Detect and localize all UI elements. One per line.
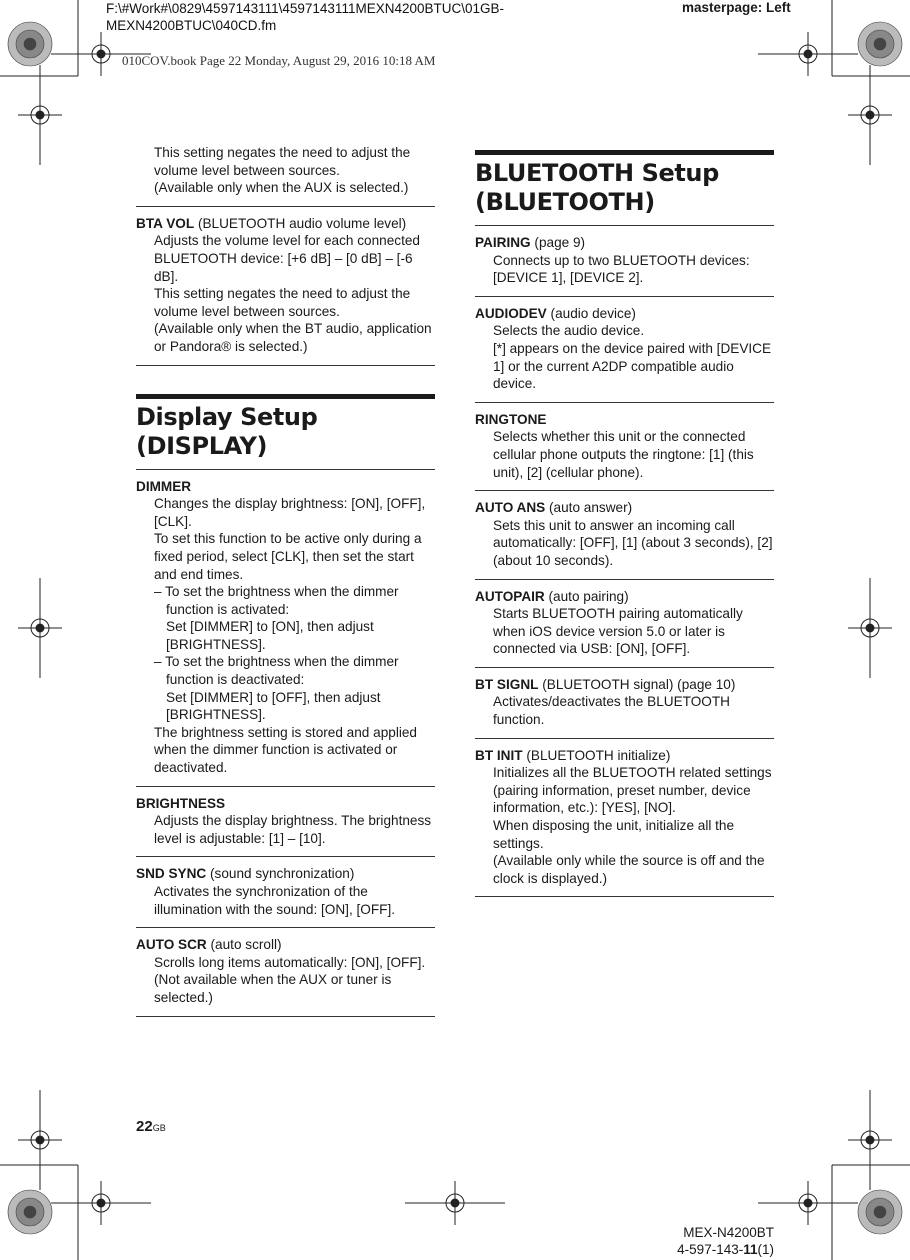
entry-auto-ans: [475, 491, 774, 579]
term: BTA VOL: [136, 215, 195, 231]
part-code: [677, 1241, 774, 1258]
page-number-suffix: GB: [152, 1123, 166, 1133]
entry-line: Sets this unit to answer an incoming call automatically: [OFF], [1] (about 3 seconds), [2] (about 10 seconds).: [493, 517, 773, 568]
part-code-suffix: (1): [757, 1242, 774, 1257]
model-number: MEX-N4200BT: [683, 1225, 774, 1240]
entry-auto-scr: [136, 928, 435, 1016]
section-title-line: BLUETOOTH Setup: [475, 159, 719, 187]
file-path-line-1: F:\#Work#\0829\4597143111\4597143111MEXN4200BTUC\01GB-: [106, 1, 505, 16]
entry-line: Initializes all the BLUETOOTH related settings (pairing information, preset number, device information, etc.): [YES], [NO].: [493, 765, 772, 816]
term: AUDIODEV: [475, 305, 547, 321]
masterpage-label: masterpage: Left: [682, 0, 791, 15]
entry-ringtone: [475, 403, 774, 491]
term-desc: (BLUETOOTH initialize): [526, 747, 671, 763]
entry-line: When disposing the unit, initialize all the settings.: [493, 818, 735, 851]
term-desc: (BLUETOOTH audio volume level): [197, 215, 407, 231]
entry-line: Changes the display brightness: [ON], [OFF], [CLK].: [154, 496, 426, 529]
dash-text: – To set the brightness when the dimmer function is deactivated:: [154, 654, 399, 688]
entry-autopair: [475, 580, 774, 668]
entry-bt-signl: [475, 668, 774, 739]
entry-line: Selects whether this unit or the connected cellular phone outputs the ringtone: [1] (this unit), [2] (cellular phone).: [493, 429, 754, 480]
section-title-bluetooth: [475, 150, 774, 225]
term-desc: (sound synchronization): [210, 866, 355, 882]
entry-line: (Not available when the AUX or tuner is selected.): [154, 972, 392, 1005]
intro-line: This setting negates the need to adjust the volume level between sources.: [154, 145, 411, 178]
left-column: [136, 144, 435, 1017]
entry-line: Scrolls long items automatically: [ON], [OFF].: [154, 954, 426, 970]
entry-line: Activates the synchronization of the illumination with the sound: [ON], [OFF].: [154, 884, 396, 917]
dash-item: [154, 583, 435, 653]
entry-line: Selects the audio device.: [493, 323, 645, 339]
term: BT INIT: [475, 747, 523, 763]
term: AUTOPAIR: [475, 588, 545, 604]
term-desc: (auto pairing): [548, 588, 629, 604]
entry-line: Activates/deactivates the BLUETOOTH function.: [493, 694, 730, 728]
entry-line: Connects up to two BLUETOOTH devices: [DEVICE 1], [DEVICE 2].: [493, 252, 750, 286]
term-desc: (page 9): [534, 235, 586, 250]
footer: [677, 1224, 774, 1258]
term: DIMMER: [136, 478, 192, 494]
term: BRIGHTNESS: [136, 795, 226, 811]
entry-brightness: [136, 787, 435, 858]
dash-subtext: Set [DIMMER] to [ON], then adjust [BRIGHTNESS].: [166, 619, 374, 652]
entry-bta-vol: [136, 207, 435, 366]
file-path-line-2: MEXN4200BTUC\040CD.fm: [106, 18, 277, 33]
entry-line: To set this function to be active only during a fixed period, select [CLK], then set the start and end times.: [154, 531, 422, 582]
book-info: 010COV.book Page 22 Monday, August 29, 2016 10:18 AM: [122, 53, 436, 68]
entry-line: This setting negates the need to adjust the volume level between sources.: [154, 286, 411, 319]
term: BT SIGNL: [475, 676, 539, 692]
part-code-prefix: 4-597-143-: [677, 1242, 744, 1257]
entry-line: (Available only when the BT audio, application or Pandora® is selected.): [154, 321, 432, 354]
dash-subtext: Set [DIMMER] to [OFF], then adjust [BRIGHTNESS].: [166, 689, 381, 723]
entry-line: [*] appears on the device paired with [DEVICE 1] or the current A2DP compatible audio device.: [493, 340, 772, 392]
right-column: [475, 150, 774, 897]
entry-line: Adjusts the volume level for each connected BLUETOOTH device: [+6 dB] – [0 dB] – [-6 dB].: [154, 233, 420, 284]
dash-item: [154, 653, 435, 723]
term: AUTO SCR: [136, 937, 207, 953]
term: AUTO ANS: [475, 500, 546, 516]
part-code-bold: 11: [743, 1242, 758, 1257]
entry-audiodev: [475, 297, 774, 403]
term: RINGTONE: [475, 411, 547, 427]
page-number-value: 22: [136, 1118, 153, 1135]
page-number: [136, 1118, 166, 1135]
dash-text: – To set the brightness when the dimmer function is activated:: [154, 584, 399, 617]
entry-dimmer: [136, 469, 435, 787]
section-title-line: (BLUETOOTH): [475, 188, 655, 216]
term-desc: (auto scroll): [210, 937, 282, 953]
term: PAIRING: [475, 235, 531, 250]
entry-line: Starts BLUETOOTH pairing automatically when iOS device version 5.0 or later is connected via USB: [ON], [OFF].: [493, 606, 743, 657]
intro-line: (Available only when the AUX is selected.): [154, 180, 409, 196]
term-desc: (auto answer): [549, 500, 633, 516]
intro-text: [136, 144, 435, 207]
entry-bt-init: [475, 739, 774, 898]
entry-snd-sync: [136, 857, 435, 928]
term-desc: (audio device): [550, 305, 636, 321]
entry-line: Adjusts the display brightness. The brightness level is adjustable: [1] – [10].: [154, 813, 432, 846]
section-title-display: Display Setup (DISPLAY): [136, 394, 435, 469]
entry-line: (Available only while the source is off and the clock is displayed.): [493, 853, 765, 886]
entry-pairing: [475, 225, 774, 297]
term: SND SYNC: [136, 866, 207, 882]
entry-line: The brightness setting is stored and applied when the dimmer function is activated or deactivated.: [154, 724, 417, 776]
term-desc: (BLUETOOTH signal) (page 10): [542, 676, 736, 692]
